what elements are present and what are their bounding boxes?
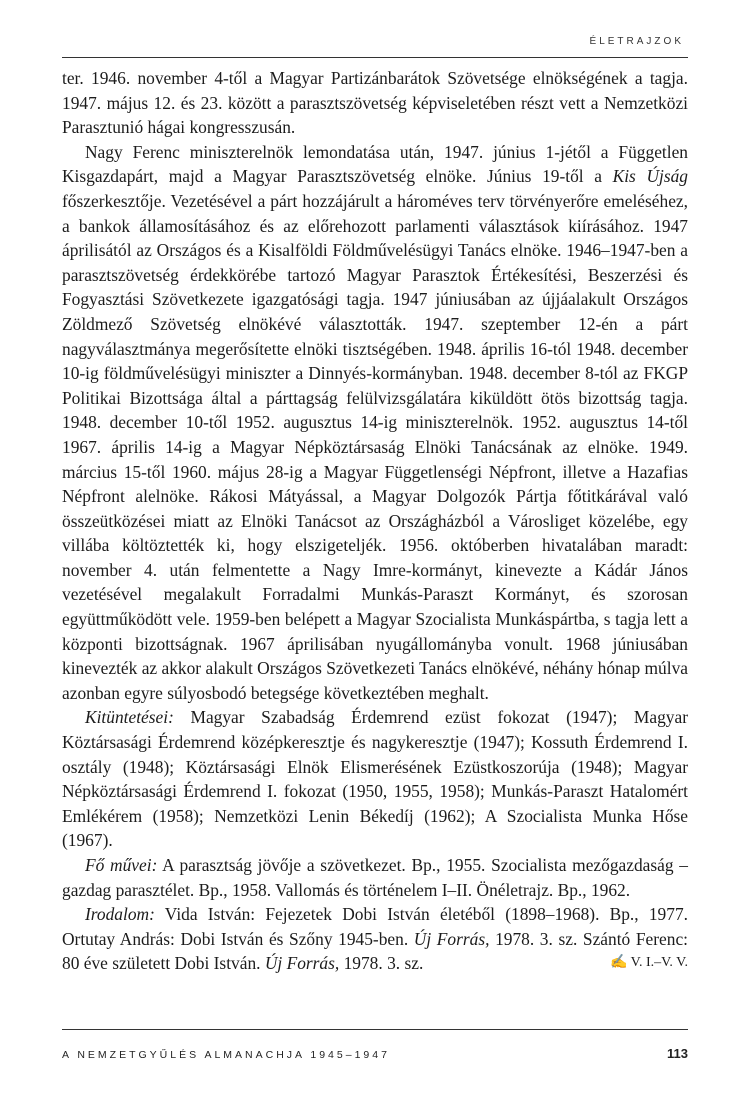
literature-paragraph bbox=[62, 902, 688, 976]
bottom-rule bbox=[62, 1029, 688, 1030]
literature-text-3: 1978. 3. sz. bbox=[339, 953, 424, 974]
works-text: A parasztság jövője a szövetkezet. Bp., 1955. Szocialista mezőgazdaság – gazdag parasztélet. Bp., 1958. Vallomás és történelem I–II. Önéletrajz. Bp., 1962. bbox=[62, 855, 688, 900]
author-signature: ✍ V. I.–V. V. bbox=[609, 955, 688, 971]
paragraph-2-rest: főszerkesztője. Vezetésével a párt hozzájárult a hároméves terv törvényerőre emeléséhez, a bankok államosításához és az előrehozott parlamenti választások kiírásához. 1947 áprilisától az Országos és a Kisalföldi Földművelésügyi Tanács elnöke. 1946–1947-ben a parasztszövetség érdekkörébe tartozó Magyar Parasztok Értékesítési, Beszerzési és Fogyasztási Szövetkezete igazgatósági tagja. 1947 júniusában az újjáalakult Országos Zöldmező Szövetség elnökévé választották. 1947. szeptember 12-én a párt nagyválasztmánya megerősítette elnöki tisztségében. 1948. április 16-tól 1948. december 10-ig földművelésügyi miniszter a Dinnyés-kormányban. 1948. december 8-tól az FKGP Politikai Bizottsága által a párttagság felülvizsgálatára kiküldött ötös bizottság tagja. 1948. december 10-től 1952. augusztus 14-ig miniszterelnök. 1952. augusztus 14-től 1967. április 14-ig a Magyar Népköztársaság Elnöki Tanácsának az elnöke. 1949. március 15-től 1960. május 28-ig a Magyar Függetlenségi Népfront, illetve a Hazafias Népfront alelnöke. Rákosi Mátyással, a Magyar Dolgozók Pártja főtitkárával való összeütközései miatt az Elnöki Tanácsot az Országházból a Városliget közelébe, egy villába költöztették ki, hogy elszigeteljék. 1956. októberben hivatalában maradt: november 4. után felmentette a Nagy Imre-kormányt, kinevezte a Kádár János vezetésével megalakult Forradalmi Munkás-Paraszt Kormányt, és szorosan együttműködött vele. 1959-ben belépett a Magyar Szocialista Munkáspártba, s tagja lett a központi bizottságnak. 1967 áprilisában nyugállományba vonult. 1968 júniusában kinevezték az akkor alakult Országos Szövetkezeti Tanács elnökévé, néhány hónap múlva azonban egyre súlyosbodó betegsége következtében meghalt. bbox=[62, 190, 688, 703]
top-rule bbox=[62, 57, 688, 58]
literature-label: Irodalom: bbox=[85, 904, 155, 925]
newspaper-title: Kis Újság bbox=[612, 166, 688, 187]
footer-title: A NEMZETGYŰLÉS ALMANACHJA 1945–1947 bbox=[62, 1049, 390, 1061]
journal-title-1: Új Forrás, bbox=[413, 928, 490, 949]
running-head: ÉLETRAJZOK bbox=[589, 36, 684, 47]
literature-text-2: 1978. 3. sz. Szántó Ferenc: 80 éve született Dobi István. bbox=[62, 928, 688, 974]
journal-title-2: Új Forrás, bbox=[264, 953, 340, 974]
biography-text bbox=[62, 66, 688, 976]
paragraph-1: ter. 1946. november 4-től a Magyar Partizánbarátok Szövetsége elnökségének a tagja. 1947. május 12. és 23. között a parasztszövetség képviseletében részt vett a Nemzetközi Parasztunió hágai kongresszusán. bbox=[62, 68, 688, 138]
works-label: Fő művei: bbox=[85, 855, 158, 875]
awards-text: Magyar Szabadság Érdemrend ezüst fokozat (1947); Magyar Köztársasági Érdemrend középkeresztje és nagykeresztje (1947); Kossuth Érdemrend I. osztály (1948); Köztársasági Elnök Elismerésének Ezüstkoszorúja (1948); Magyar Népköztársasági Érdemrend I. fokozat (1950, 1955, 1958); Munkás-Paraszt Hatalomért Emlékérem (1958); Nemzetközi Lenin Békedíj (1962); A Szocialista Munka Hőse (1967). bbox=[62, 707, 688, 851]
awards-paragraph bbox=[62, 705, 688, 853]
page-number: 113 bbox=[667, 1046, 688, 1061]
literature-text-1: Vida István: Fejezetek Dobi István életéből (1898–1968). Bp., 1977. Ortutay András: Dobi István és Szőny 1945-ben. bbox=[62, 904, 688, 949]
paragraph-2 bbox=[62, 140, 688, 706]
works-paragraph bbox=[62, 853, 688, 902]
paragraph-2-start: Nagy Ferenc miniszterelnök lemondatása után, 1947. június 1-jétől a Független Kisgazdapárt, majd a Magyar Parasztszövetség elnöke. Június 19-től a bbox=[62, 141, 688, 187]
awards-label: Kitüntetései: bbox=[85, 707, 174, 728]
